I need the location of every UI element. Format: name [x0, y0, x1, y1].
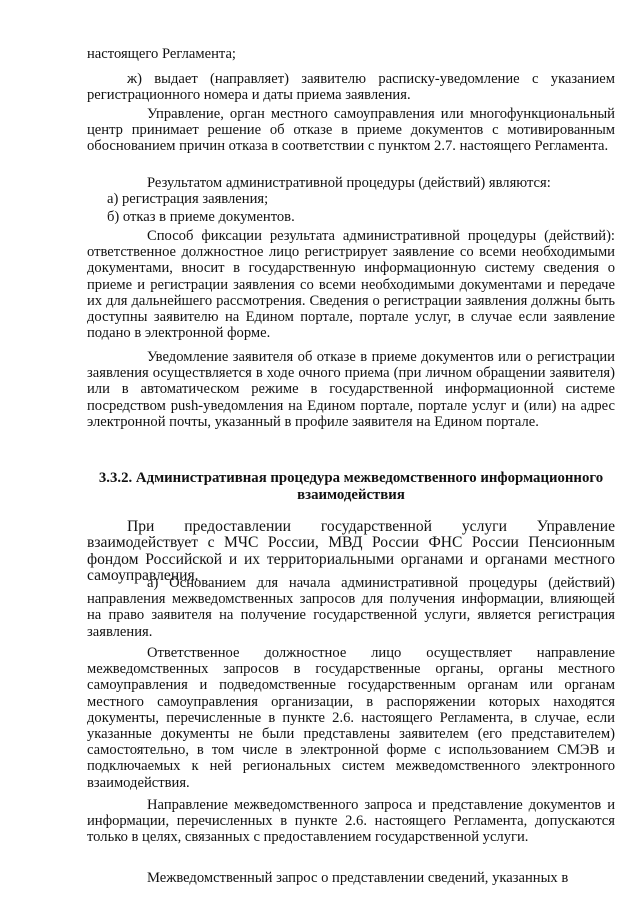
paragraph-fixation: Способ фиксации результата административной процедуры (действий): ответственное должностное лицо регистрирует заявление со всеми необходимыми документами, вносит в государственную информационную систему сведения о приеме и регистрации заявления со всеми необходимыми документами и передаче их для дальнейшего рассмотрения. Сведения о регистрации заявления должны быть доступны заявителю на Едином портале, портале услуг, в случае если заявление подано в электронной форме.: [87, 228, 615, 342]
paragraph-item-zh: ж) выдает (направляет) заявителю расписку-уведомление с указанием регистрационного номера и даты приема заявления.: [87, 71, 615, 104]
paragraph-results-intro: Результатом административной процедуры (действий) являются:: [147, 175, 551, 191]
paragraph-notification: Уведомление заявителя об отказе в приеме документов или о регистрации заявления осуществляется в ходе очного приема (при личном обращении заявителя) или в автоматическом режиме в государственной информационной системе посредством push-уведомления на Едином портале, портале услуг и (или) на адрес электронной почты, указанный в профиле заявителя на Едином портале.: [87, 349, 615, 430]
paragraph-direction: Направление межведомственного запроса и представление документов и информации, перечисленных в пункте 2.6. настоящего Регламента, допускаются только в целях, связанных с предоставлением государственной услуги.: [87, 797, 615, 846]
result-item-registration: а) регистрация заявления;: [107, 191, 269, 207]
section-heading: 3.3.2. Административная процедура межведомственного информационного взаимодействия: [98, 470, 604, 503]
paragraph-continuation: настоящего Регламента;: [87, 46, 236, 62]
result-item-refusal: б) отказ в приеме документов.: [107, 209, 295, 225]
paragraph-refusal: Управление, орган местного самоуправления или многофункциональный центр принимает решение об отказе в приеме документов с мотивированным обоснованием причин отказа в соответствии с пунктом 2.7. настоящего Регламента.: [87, 106, 615, 155]
paragraph-official: Ответственное должностное лицо осуществляет направление межведомственных запросов в государственные органы, органы местного самоуправления и подведомственные государственным органам или органам местного самоуправления организации, в распоряжении которых находятся документы, перечисленные в пункте 2.6. настоящего Регламента, в случае, если указанные документы не были представлены заявителем (его представителем) самостоятельно, в том числе в электронной форме с использованием СМЭВ и подключаемых к ней региональных систем межведомственного электронного взаимодействия.: [87, 645, 615, 791]
paragraph-basis: а) Основанием для начала административной процедуры (действий) направления межведомственных запросов для получения информации, влияющей на право заявителя на получение государственной услуги, является регистрация заявления.: [87, 575, 615, 640]
paragraph-interaction: При предоставлении государственной услуги Управление взаимодействует с МЧС России, МВД России ФНС России Пенсионным фондом Российской и их территориальными органами и органами местного самоуправления.: [87, 518, 615, 585]
paragraph-last: Межведомственный запрос о представлении сведений, указанных в: [147, 870, 569, 886]
